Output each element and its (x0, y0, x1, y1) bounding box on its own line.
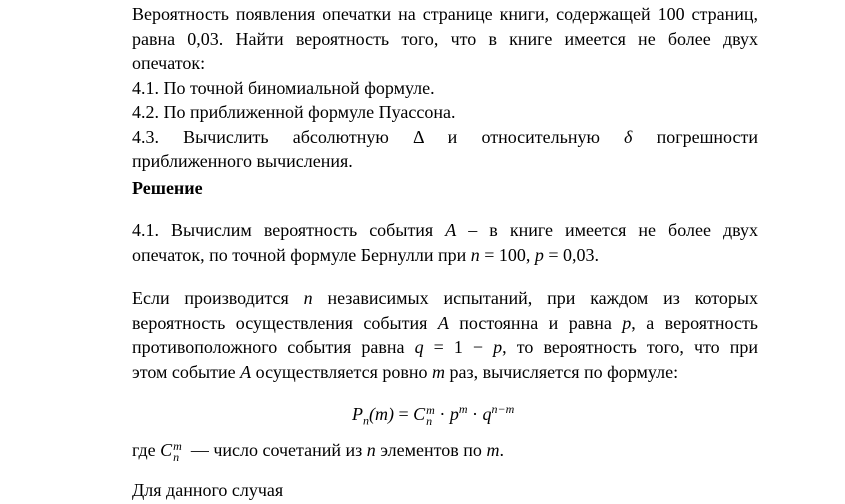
task-item-2: 4.2. По приближенной формуле Пуассона. (132, 102, 456, 122)
p2-text-1b: независимых испытаний, при каждом из которых (327, 288, 759, 308)
where-text-a: где (132, 440, 156, 460)
p1-text-a: 4.1. Вычислим вероятность события (132, 220, 434, 240)
solution-heading: Решение (132, 178, 203, 198)
combination-indices (173, 438, 182, 464)
where-text-b: — число сочетаний из (190, 440, 363, 460)
where-clause (132, 438, 758, 463)
formula-c-letter: C (413, 404, 426, 424)
combination-c-letter: C (160, 440, 173, 460)
delta-relative-symbol: δ (624, 126, 633, 147)
task-item-3-text-b: и относительную (447, 126, 600, 147)
formula-p-base: p (449, 404, 459, 424)
event-a-symbol: A (437, 312, 449, 333)
p-value: = 0,03 (548, 244, 595, 265)
formula-c-subscript: n (426, 413, 433, 428)
task-line-2: равна 0,03. Найти вероятность того, что в книге имеется не более двух (132, 28, 758, 49)
formula-q-exponent: n−m (491, 402, 515, 416)
task-item-1: 4.1. По точной биномиальной формуле. (132, 77, 435, 98)
closing-line: Для данного случая (132, 480, 284, 500)
n-symbol: n (303, 288, 313, 308)
formula-lhs-argument: (m) (369, 404, 394, 424)
task-line-3: опечаток: (132, 53, 206, 73)
formula-equals: = (398, 404, 409, 424)
solution-p2-line-3 (132, 335, 758, 360)
p2-text-4c: раз, вычисляется по формуле: (449, 361, 679, 382)
p-symbol: p (534, 244, 544, 265)
solution-paragraph-1 (132, 218, 758, 267)
p2-text-4a: этом событие (132, 361, 236, 382)
p1-text-b: – в книге имеется не более двух (468, 220, 758, 240)
solution-p1-line-2 (132, 243, 758, 268)
where-line (132, 438, 758, 463)
p-symbol: p (622, 312, 632, 333)
solution-p2-line-2 (132, 311, 758, 336)
combination-superscript: m (173, 438, 182, 453)
where-period: . (499, 440, 504, 460)
p2-text-3b: , то вероятность того, что при (502, 337, 759, 357)
m-symbol: m (486, 440, 500, 460)
bernoulli-formula (352, 397, 514, 433)
task-paragraph (132, 2, 758, 174)
n-symbol: n (470, 244, 480, 265)
p2-text-3a: противоположного события равна (132, 337, 405, 357)
task-item-3-text-a: 4.3. Вычислить абсолютную (132, 126, 389, 147)
p2-text-2a: вероятность осуществления события (132, 312, 428, 333)
n-value: = 100, (484, 244, 531, 265)
event-a-symbol: A (445, 220, 457, 240)
formula-p-letter: P (352, 404, 363, 424)
task-item-3 (132, 125, 758, 150)
formula-c-superscript: m (426, 402, 435, 417)
task-item-3-text-c: погрешности (656, 126, 758, 147)
p2-text-1a: Если производится (132, 288, 289, 308)
p2-text-2b: постоянна и равна (459, 312, 612, 333)
m-symbol: m (432, 361, 445, 382)
q-equation: = 1 − (433, 337, 484, 357)
solution-p2-line-1 (132, 286, 758, 311)
p2-text-4b: осуществляется ровно (255, 361, 428, 382)
event-a-symbol: A (240, 361, 252, 382)
formula-p-subscript: n (363, 413, 369, 428)
delta-absolute-symbol: Δ (412, 126, 424, 147)
solution-paragraph-2 (132, 286, 758, 384)
p2-text-2c: , а вероятность (631, 312, 759, 333)
combination-subscript: n (173, 449, 180, 464)
n-symbol: n (366, 440, 376, 460)
task-line-1: Вероятность появления опечатки на странице книги, содержащей 100 страниц, (132, 4, 758, 24)
p-symbol: p (493, 337, 503, 357)
task-item-3-continuation: приближенного вычисления. (132, 151, 353, 171)
formula-p-exponent: m (458, 402, 468, 416)
formula-c-indices (426, 402, 435, 428)
solution-p2-line-4 (132, 360, 758, 385)
where-text-c: элементов по (380, 440, 482, 460)
p1-text-c: опечаток, по точной формуле Бернулли при (132, 244, 467, 265)
formula-q-base: q (482, 404, 492, 424)
q-symbol: q (414, 337, 424, 357)
formula-dot: · (472, 404, 479, 424)
formula-dot: · (439, 404, 446, 424)
solution-p1-line-1 (132, 218, 758, 243)
p1-period: . (594, 244, 600, 265)
